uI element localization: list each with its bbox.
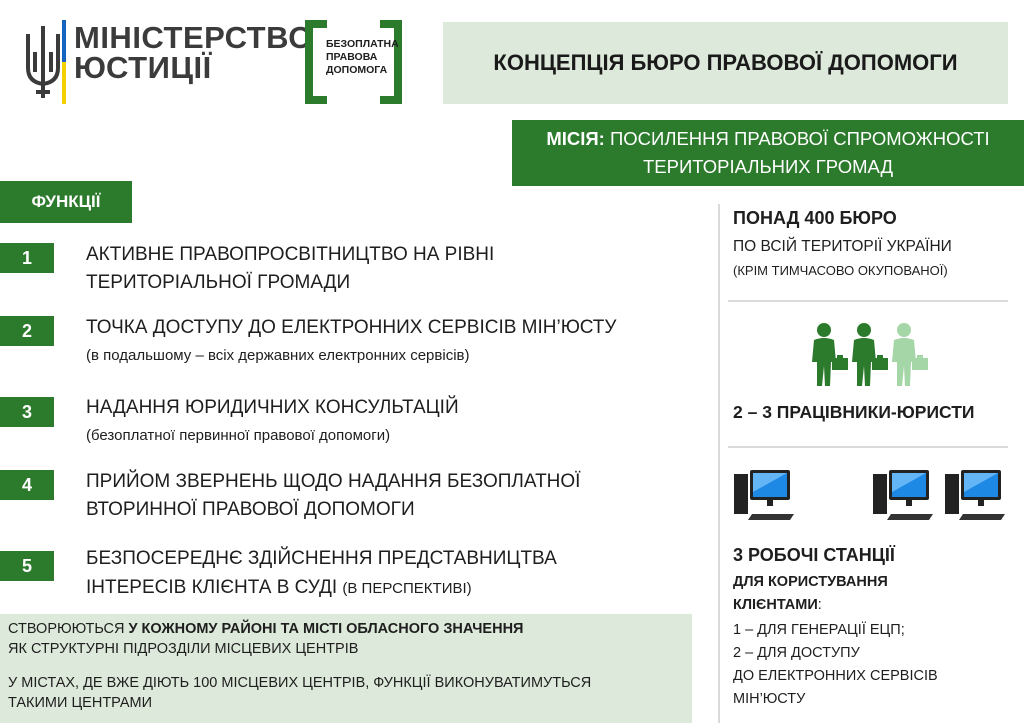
function-number-4: 4 [0, 470, 54, 500]
stations-line5: 2 – ДЛЯ ДОСТУПУ [733, 645, 860, 661]
stations-clients: КЛІЄНТАМИ [733, 597, 818, 613]
mission-line1: ПОСИЛЕННЯ ПРАВОВОЇ СПРОМОЖНОСТІ [609, 128, 990, 149]
logo-text-line2: ПРАВОВА [326, 51, 378, 63]
bureaus-line2: ПО ВСІЙ ТЕРИТОРІЇ УКРАЇНИ [733, 238, 952, 255]
stations-line4: 1 – ДЛЯ ГЕНЕРАЦІЇ ЕЦП; [733, 622, 905, 638]
person-icon [810, 322, 852, 388]
function-1-line2: ТЕРИТОРІАЛЬНОЇ ГРОМАДИ [86, 272, 351, 293]
function-number-3: 3 [0, 397, 54, 427]
stations-line6: ДО ЕЛЕКТРОННИХ СЕРВІСІВ [733, 668, 938, 684]
bracket-left-icon [305, 20, 327, 104]
function-5-line2 [86, 574, 686, 603]
function-4-line1: ПРИЙОМ ЗВЕРНЕНЬ ЩОДО НАДАННЯ БЕЗОПЛАТНОЇ [86, 471, 581, 492]
right-column-divider [718, 204, 720, 723]
function-3-line1: НАДАННЯ ЮРИДИЧНИХ КОНСУЛЬТАЦІЙ [86, 397, 459, 418]
stations-colon: : [817, 597, 822, 613]
mission-label: МІСІЯ: [546, 128, 605, 149]
functions-label: ФУНКЦІЇ [0, 181, 132, 223]
logo-text-line1: БЕЗОПЛАТНА [326, 38, 399, 50]
bottom-p1-normal: СТВОРЮЮТЬСЯ [8, 621, 125, 637]
function-1-line1: АКТИВНЕ ПРАВОПРОСВІТНИЦТВО НА РІВНІ [86, 244, 495, 265]
computer-icon [734, 468, 796, 522]
function-4-line2: ВТОРИННОЇ ПРАВОВОЇ ДОПОМОГИ [86, 499, 415, 520]
function-5-line1: БЕЗПОСЕРЕДНЄ ЗДІЙСНЕННЯ ПРЕДСТАВНИЦТВА [86, 548, 557, 569]
person-icon [890, 322, 932, 388]
bottom-p1-line1 [8, 620, 523, 638]
logo-text-line3: ДОПОМОГА [326, 64, 388, 76]
flag-stripe-blue [62, 20, 66, 62]
bottom-p2-line2: ТАКИМИ ЦЕНТРАМИ [8, 695, 153, 711]
right-separator-2 [728, 446, 1008, 448]
stations-title: 3 РОБОЧІ СТАНЦІЇ [733, 545, 895, 565]
right-separator-1 [728, 300, 1008, 302]
stations-line3 [733, 597, 822, 613]
function-number-2: 2 [0, 316, 54, 346]
mission-line2: ТЕРИТОРІАЛЬНИХ ГРОМАД [642, 156, 893, 177]
workers-label: 2 – 3 ПРАЦІВНИКИ-ЮРИСТИ [733, 402, 975, 422]
flag-stripe-yellow [62, 62, 66, 104]
bottom-p1-bold: У КОЖНОМУ РАЙОНІ ТА МІСТІ ОБЛАСНОГО ЗНАЧЕННЯ [128, 621, 524, 637]
stations-line7: МІН’ЮСТУ [733, 691, 806, 707]
person-icon [850, 322, 892, 388]
bottom-p2-line1: У МІСТАХ, ДЕ ВЖЕ ДІЮТЬ 100 МІСЦЕВИХ ЦЕНТРІВ, ФУНКЦІЇ ВИКОНУВАТИМУТЬСЯ [8, 675, 592, 691]
mission-banner [512, 120, 1024, 186]
ministry-name-line1: МІНІСТЕРСТВО [74, 20, 313, 55]
function-5-line2-note: (В ПЕРСПЕКТИВІ) [342, 580, 472, 597]
trident-icon [22, 22, 64, 104]
ministry-name-line2: ЮСТИЦІЇ [74, 50, 212, 85]
stations-line2: ДЛЯ КОРИСТУВАННЯ [733, 574, 888, 590]
computer-icon [945, 468, 1007, 522]
legal-aid-logo-text [326, 38, 399, 77]
page-title: КОНЦЕПЦІЯ БЮРО ПРАВОВОЇ ДОПОМОГИ [443, 22, 1008, 104]
function-5-line2-main: ІНТЕРЕСІВ КЛІЄНТА В СУДІ [86, 577, 338, 598]
bottom-p1-line2: ЯК СТРУКТУРНІ ПІДРОЗДІЛИ МІСЦЕВИХ ЦЕНТРІВ [8, 641, 359, 657]
function-2-sub: (в подальшому – всіх державних електронних сервісів) [86, 347, 470, 364]
bureaus-title: ПОНАД 400 БЮРО [733, 208, 897, 228]
function-2-line1: ТОЧКА ДОСТУПУ ДО ЕЛЕКТРОННИХ СЕРВІСІВ МІН’ЮСТУ [86, 317, 617, 338]
function-3-sub: (безоплатної первинної правової допомоги) [86, 427, 391, 444]
bureaus-line3: (КРІМ ТИМЧАСОВО ОКУПОВАНОЇ) [733, 263, 948, 278]
function-number-5: 5 [0, 551, 54, 581]
computer-icon [873, 468, 935, 522]
function-number-1: 1 [0, 243, 54, 273]
